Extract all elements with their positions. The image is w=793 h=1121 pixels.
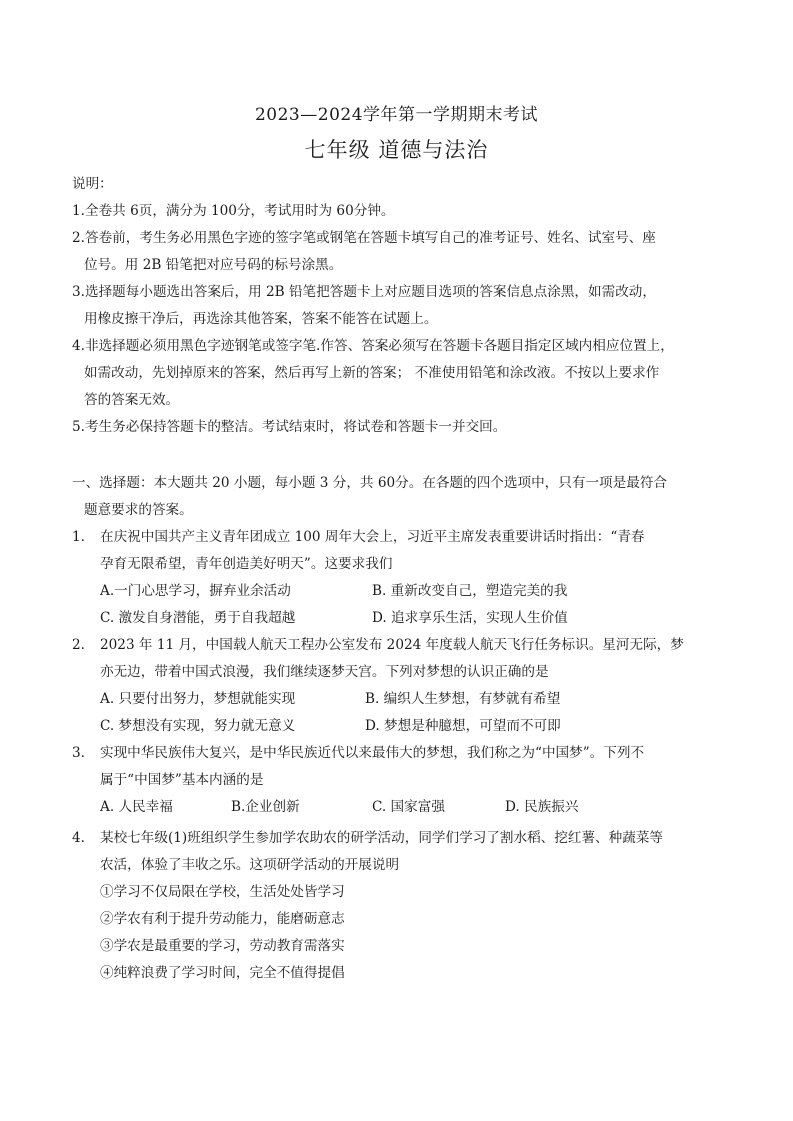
instructions-heading: 说明：: [72, 176, 113, 192]
question-number: 3.: [72, 745, 85, 761]
instruction-line: 答的答案无效。: [84, 392, 180, 408]
option-d: D. 梦想是种臆想，可望而不可即: [365, 718, 561, 734]
exam-title: 2023—2024学年第一学期期末考试: [254, 105, 539, 125]
question-number: 1.: [72, 529, 85, 545]
question-number: 2.: [72, 637, 85, 653]
question-text: 某校七年级(1)班组织学生参加学农助农的研学活动，同学们学习了割水稻、挖红薯、种蔬菜等: [100, 830, 664, 846]
instruction-line: 3.选择题每小题选出答案后，用 2B 铅笔把答题卡上对应题目选项的答案信息点涂黑，如需改动，: [72, 284, 656, 300]
option-b: B. 重新改变自己，塑造完美的我: [372, 583, 568, 599]
option-b: B.企业创新: [231, 799, 300, 815]
option-c: C. 梦想没有实现，努力就无意义: [100, 718, 296, 734]
option-b: B. 编织人生梦想，有梦就有希望: [365, 691, 561, 707]
option-a: A. 人民幸福: [100, 799, 173, 815]
section-heading-cont: 题意要求的答案。: [84, 502, 193, 518]
question-text: 农活，体验了丰收之乐。这项研学活动的开展说明: [100, 857, 400, 873]
option-a: A. 只要付出努力，梦想就能实现: [100, 691, 296, 707]
instruction-line: 位号。用 2B 铅笔把对应号码的标号涂黑。: [84, 257, 343, 273]
option-c: C. 激发自身潜能，勇于自我超越: [100, 610, 296, 626]
instruction-line: 用橡皮擦干净后，再选涂其他答案，答案不能答在试题上。: [84, 311, 438, 327]
instruction-line: 5.考生务必保持答题卡的整洁。考试结束时，将试卷和答题卡一并交回。: [72, 419, 507, 435]
question-text: 属于“中国梦”基本内涵的是: [100, 772, 264, 788]
option-d: D. 追求享乐生活，实现人生价值: [372, 610, 568, 626]
instruction-line: 4.非选择题必须用黑色字迹钢笔或签字笔.作答、答案必须写在答题卡各题目指定区域内相应位置上，: [72, 338, 674, 354]
question-text: 在庆祝中国共产主义青年团成立 100 周年大会上，习近平主席发表重要讲话时指出：“青春: [100, 529, 645, 545]
statement-item: ④纯粹浪费了学习时间，完全不值得提倡: [100, 965, 345, 981]
question-text: 亦无边，带着中国式浪漫，我们继续逐梦天宫。下列对梦想的认识正确的是: [100, 664, 549, 680]
question-text: 2023 年 11 月，中国载人航天工程办公室发布 2024 年度载人航天飞行任务标识。星河无际，梦: [100, 637, 684, 653]
statement-item: ③学农是最重要的学习，劳动教育需落实: [100, 938, 345, 954]
question-text: 实现中华民族伟大复兴，是中华民族近代以来最伟大的梦想，我们称之为“中国梦”。下列不: [100, 745, 645, 761]
section-heading: 一、选择题：本大题共 20 小题，每小题 3 分，共 60分。在各题的四个选项中，只有一项是最符合: [72, 475, 668, 491]
option-a: A.一门心思学习，摒弃业余活动: [100, 583, 291, 599]
statement-item: ①学习不仅局限在学校，生活处处皆学习: [100, 884, 345, 900]
instruction-line: 2.答卷前，考生务必用黑色字迹的签字笔或钢笔在答题卡填写自己的准考证号、姓名、试室号、座: [72, 230, 656, 246]
question-text: 孕育无限希望，青年创造美好明天”。这要求我们: [100, 556, 393, 572]
instruction-line: 如需改动，先划掉原来的答案，然后再写上新的答案； 不准使用铅笔和涂改液。不按以上要求作: [84, 365, 660, 381]
statement-item: ②学农有利于提升劳动能力，能磨砺意志: [100, 911, 345, 927]
question-number: 4.: [72, 830, 85, 846]
option-c: C. 国家富强: [372, 799, 445, 815]
instruction-line: 1.全卷共 6页，满分为 100分，考试用时为 60分钟。: [72, 203, 395, 219]
exam-subtitle: 七年级 道德与法治: [304, 138, 489, 162]
option-d: D. 民族振兴: [505, 799, 579, 815]
